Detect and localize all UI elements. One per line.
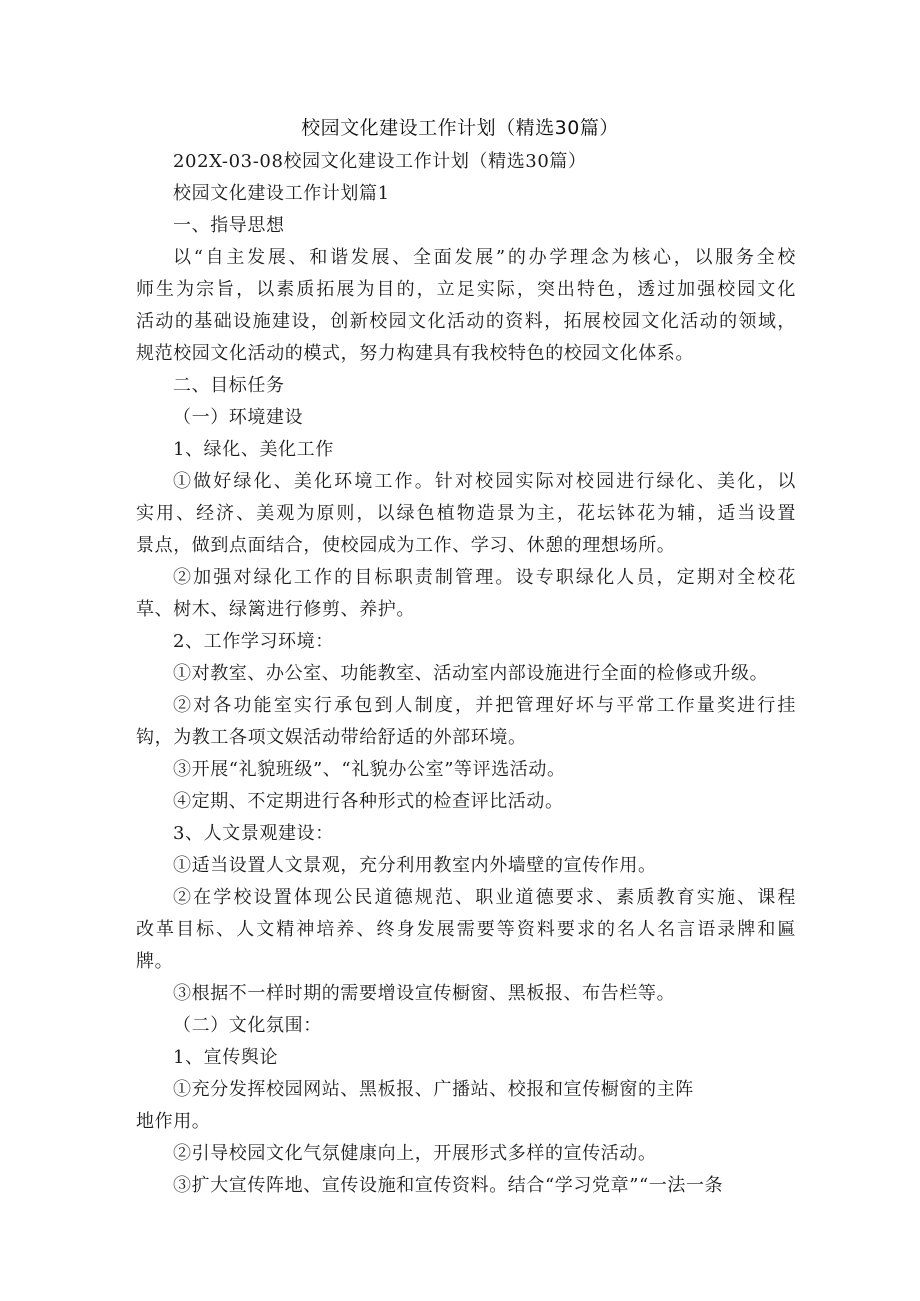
section-heading: 一、指导思想 — [173, 215, 285, 236]
section-heading: 校园文化建设工作计划篇1 — [173, 183, 390, 204]
paragraph-line: ③扩大宣传阵地、宣传设施和宣传资料。结合“学习党章”“一法一条 — [173, 1175, 724, 1196]
paragraph-line: 景点，做到点面结合，使校园成为工作、学习、休憩的理想场所。 — [136, 535, 676, 556]
paragraph-line: ②引导校园文化气氛健康向上，开展形式多样的宣传活动。 — [173, 1143, 657, 1164]
paragraph-line: 改革目标、人文精神培养、终身发展需要等资料要求的名人名言语录牌和匾 — [136, 919, 796, 940]
paragraph-line: ①对教室、办公室、功能教室、活动室内部设施进行全面的检修或升级。 — [173, 663, 769, 684]
paragraph-line: ③根据不一样时期的需要增设宣传橱窗、黑板报、布告栏等。 — [173, 983, 676, 1004]
document-date-line: 202X-03-08校园文化建设工作计划（精选30篇） — [173, 151, 587, 172]
section-heading: 二、目标任务 — [173, 375, 285, 396]
subsection-heading: 1、绿化、美化工作 — [173, 439, 334, 460]
paragraph-line: 实用、经济、美观为原则，以绿色植物造景为主，花坛钵花为辅，适当设置 — [136, 503, 796, 524]
paragraph-line: 以“自主发展、和谐发展、全面发展”的办学理念为核心，以服务全校 — [173, 247, 796, 268]
paragraph-line: ①做好绿化、美化环境工作。针对校园实际对校园进行绿化、美化，以 — [173, 471, 796, 492]
document-title: 校园文化建设工作计划（精选30篇） — [301, 117, 619, 139]
paragraph-line: 师生为宗旨，以素质拓展为目的，立足实际，突出特色，透过加强校园文化 — [136, 279, 796, 300]
paragraph-line: ②对各功能室实行承包到人制度，并把管理好坏与平常工作量奖进行挂 — [173, 695, 796, 716]
subsection-heading: （二）文化氛围： — [173, 1015, 322, 1036]
paragraph-line: ①适当设置人文景观，充分利用教室内外墙壁的宣传作用。 — [173, 855, 657, 876]
paragraph-line: 钩，为教工各项文娱活动带给舒适的外部环境。 — [136, 727, 527, 748]
paragraph-line: 规范校园文化活动的模式，努力构建具有我校特色的校园文化体系。 — [136, 343, 694, 364]
subsection-heading: （一）环境建设 — [173, 407, 304, 428]
paragraph-line: 地作用。 — [136, 1111, 211, 1132]
paragraph-line: ④定期、不定期进行各种形式的检查评比活动。 — [173, 791, 564, 812]
paragraph-line: 活动的基础设施建设，创新校园文化活动的资料，拓展校园文化活动的领域， — [136, 311, 796, 332]
document-body — [136, 146, 796, 1202]
paragraph-line: 牌。 — [136, 951, 174, 972]
subsection-heading: 2、工作学习环境： — [173, 631, 334, 652]
paragraph-line: ②加强对绿化工作的目标职责制管理。设专职绿化人员，定期对全校花 — [173, 567, 796, 588]
subsection-heading: 1、宣传舆论 — [173, 1047, 279, 1068]
paragraph-line: ①充分发挥校园网站、黑板报、广播站、校报和宣传橱窗的主阵 — [173, 1079, 694, 1100]
paragraph-line: ②在学校设置体现公民道德规范、职业道德要求、素质教育实施、课程 — [173, 887, 796, 908]
subsection-heading: 3、人文景观建设： — [173, 823, 334, 844]
paragraph-line: ③开展“礼貌班级”、“礼貌办公室”等评选活动。 — [173, 759, 566, 780]
paragraph-line: 草、树木、绿篱进行修剪、养护。 — [136, 599, 415, 620]
